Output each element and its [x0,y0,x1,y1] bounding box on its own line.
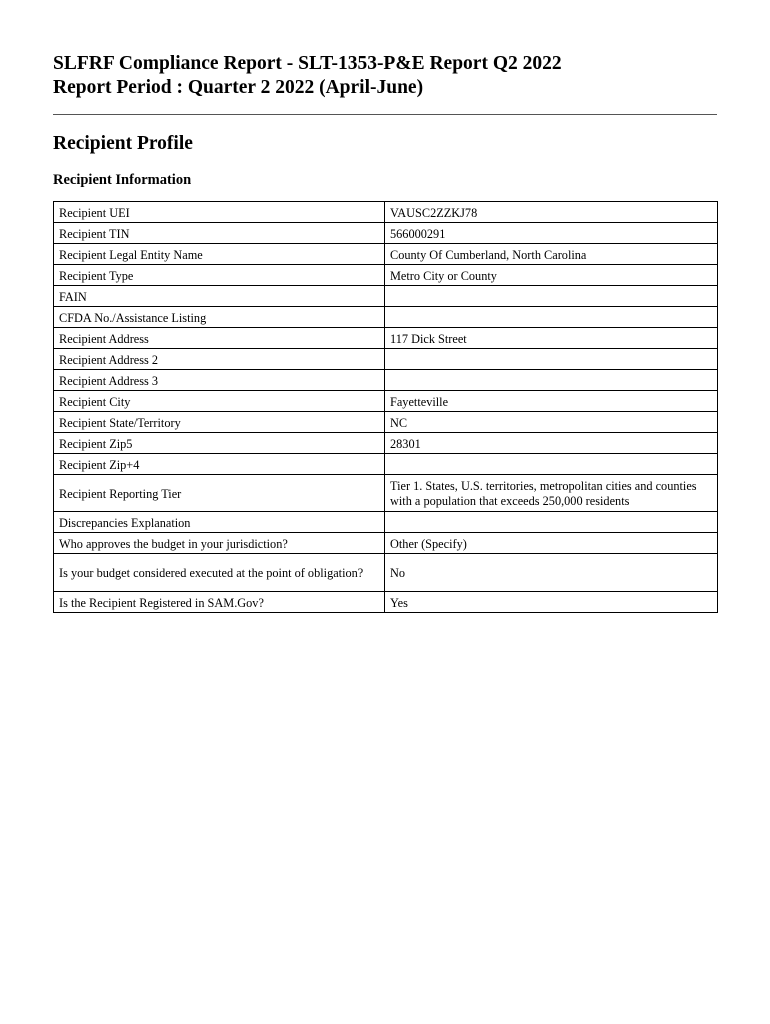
row-label: Recipient Address 2 [54,349,385,370]
row-value: 117 Dick Street [385,328,718,349]
row-label: Who approves the budget in your jurisdiction? [54,533,385,554]
table-row [54,370,718,391]
row-value: NC [385,412,718,433]
row-label: Discrepancies Explanation [54,512,385,533]
row-label: FAIN [54,286,385,307]
row-label: Recipient Zip+4 [54,454,385,475]
table-row [54,244,718,265]
table-row [54,454,718,475]
row-label: Recipient Reporting Tier [54,475,385,512]
row-value [385,307,718,328]
row-value: VAUSC2ZZKJ78 [385,202,718,223]
row-value: Fayetteville [385,391,718,412]
report-period: Report Period : Quarter 2 2022 (April-June) [53,77,424,98]
table-row [54,512,718,533]
row-label: Recipient Legal Entity Name [54,244,385,265]
row-label: Is the Recipient Registered in SAM.Gov? [54,592,385,613]
table-row [54,286,718,307]
table-row [54,265,718,286]
table-row [54,475,718,512]
row-label: Recipient UEI [54,202,385,223]
row-label: Is your budget considered executed at the point of obligation? [54,554,385,592]
table-row [54,223,718,244]
row-value: County Of Cumberland, North Carolina [385,244,718,265]
header-divider [53,114,717,115]
row-label: Recipient Zip5 [54,433,385,454]
row-value [385,454,718,475]
row-value: Other (Specify) [385,533,718,554]
row-value [385,349,718,370]
row-value [385,370,718,391]
row-label: CFDA No./Assistance Listing [54,307,385,328]
row-value: Yes [385,592,718,613]
table-row [54,328,718,349]
row-value [385,512,718,533]
row-label: Recipient TIN [54,223,385,244]
row-label: Recipient Type [54,265,385,286]
table-row [54,307,718,328]
row-value: Tier 1. States, U.S. territories, metropolitan cities and counties with a population that exceeds 250,000 residents [385,475,718,512]
row-label: Recipient Address [54,328,385,349]
row-label: Recipient Address 3 [54,370,385,391]
report-page [53,52,717,613]
table-row [54,349,718,370]
table-row [54,592,718,613]
row-value: 566000291 [385,223,718,244]
table-row [54,433,718,454]
subsection-title: Recipient Information [53,172,192,188]
table-row [54,391,718,412]
recipient-info-table [53,201,718,613]
table-row [54,412,718,433]
section-title: Recipient Profile [53,133,193,154]
row-value [385,286,718,307]
report-title: SLFRF Compliance Report - SLT-1353-P&E Report Q2 2022 [53,53,562,74]
table-row [54,202,718,223]
row-label: Recipient City [54,391,385,412]
row-label: Recipient State/Territory [54,412,385,433]
row-value: 28301 [385,433,718,454]
row-value: Metro City or County [385,265,718,286]
row-value: No [385,554,718,592]
table-row [54,533,718,554]
table-row [54,554,718,592]
